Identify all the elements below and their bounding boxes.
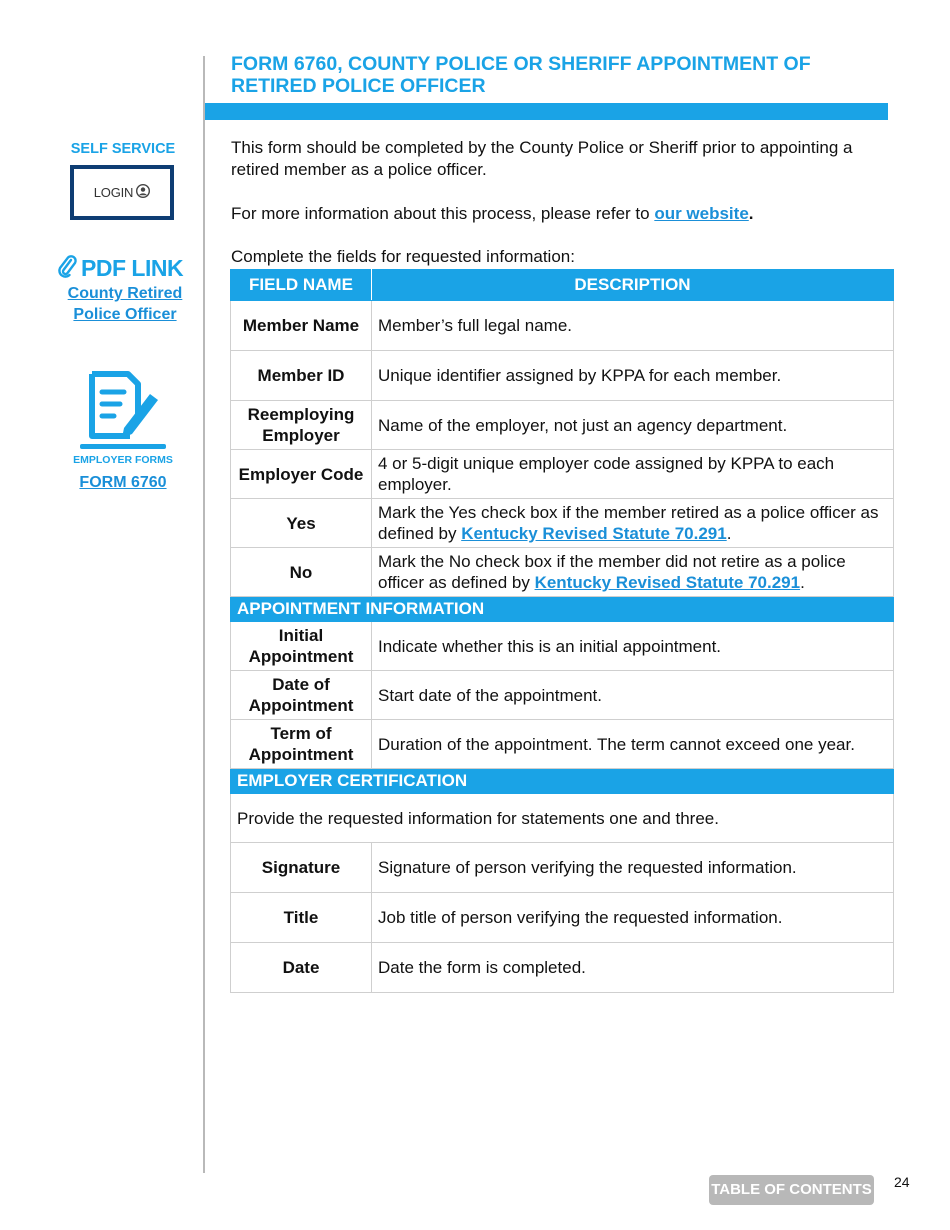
section-title: EMPLOYER CERTIFICATION [231, 769, 894, 794]
field-name: Date [231, 943, 372, 993]
table-row [231, 720, 894, 769]
pdf-link-heading [56, 253, 190, 284]
employer-forms-label: EMPLOYER FORMS [73, 454, 173, 466]
description-text: Mark the Yes check box if the member retired as a police officer as defined by [378, 503, 879, 543]
section-row-certification [231, 769, 894, 794]
field-name: Yes [231, 499, 372, 548]
self-service-label: SELF SERVICE [70, 141, 176, 157]
form-6760-link[interactable]: FORM 6760 [79, 474, 167, 491]
table-row [231, 893, 894, 943]
description-header: DESCRIPTION [372, 270, 894, 301]
field-description [372, 499, 894, 548]
table-row [231, 943, 894, 993]
field-description: Indicate whether this is an initial appointment. [372, 622, 894, 671]
table-row [231, 351, 894, 401]
section-title: APPOINTMENT INFORMATION [231, 597, 894, 622]
field-description: Name of the employer, not just an agency department. [372, 401, 894, 450]
table-row [231, 499, 894, 548]
field-name [231, 622, 372, 671]
more-info-period: . [748, 204, 754, 223]
field-name: Signature [231, 843, 372, 893]
field-name [231, 720, 372, 769]
table-row [231, 622, 894, 671]
table-of-contents-button[interactable]: TABLE OF CONTENTS [709, 1175, 874, 1205]
field-name-line-2: Appointment [248, 745, 354, 764]
description-period: . [726, 524, 732, 543]
table-row [231, 794, 894, 843]
section-row-appointment [231, 597, 894, 622]
vertical-divider [203, 56, 205, 1173]
field-description: Job title of person verifying the requested information. [372, 893, 894, 943]
table-row [231, 301, 894, 351]
table-row [231, 548, 894, 597]
field-name [231, 401, 372, 450]
field-description: Signature of person verifying the requested information. [372, 843, 894, 893]
field-description: Start date of the appointment. [372, 671, 894, 720]
title-line-1: FORM 6760, COUNTY POLICE OR SHERIFF APPOINTMENT OF [231, 53, 811, 75]
field-name-line-2: Appointment [248, 696, 354, 715]
field-name-line-2: Employer [262, 426, 340, 445]
field-description: Member’s full legal name. [372, 301, 894, 351]
instructions-paragraph: Complete the fields for requested information: [231, 247, 575, 266]
pdf-link-line-1: County Retired [67, 285, 183, 302]
title-line-2: RETIRED POLICE OFFICER [231, 75, 486, 97]
field-description [372, 548, 894, 597]
certification-note: Provide the requested information for statements one and three. [231, 794, 894, 843]
title-accent-bar [205, 103, 888, 120]
field-description: Unique identifier assigned by KPPA for each member. [372, 351, 894, 401]
field-name [231, 671, 372, 720]
login-button[interactable] [70, 165, 174, 220]
field-name-line-1: Reemploying [247, 405, 355, 424]
field-description-table [230, 269, 894, 993]
field-description: Duration of the appointment. The term cannot exceed one year. [372, 720, 894, 769]
paperclip-icon [56, 253, 78, 284]
field-name: Employer Code [231, 450, 372, 499]
intro-paragraph: This form should be completed by the County Police or Sheriff prior to appointing a retired member as a police officer. [231, 138, 853, 179]
user-icon [136, 184, 150, 201]
statute-link[interactable]: Kentucky Revised Statute 70.291 [534, 573, 801, 592]
field-description: Date the form is completed. [372, 943, 894, 993]
statute-link[interactable]: Kentucky Revised Statute 70.291 [461, 524, 727, 543]
field-name: Member ID [231, 351, 372, 401]
table-row [231, 401, 894, 450]
field-name: Title [231, 893, 372, 943]
more-info-text: For more information about this process, please refer to [231, 204, 655, 223]
pdf-link-line-2: Police Officer [73, 306, 177, 323]
table-header-row [231, 270, 894, 301]
table-row [231, 450, 894, 499]
field-name: Member Name [231, 301, 372, 351]
field-description: 4 or 5-digit unique employer code assigned by KPPA to each employer. [372, 450, 894, 499]
field-name-line-1: Term of [270, 724, 332, 743]
table-row [231, 671, 894, 720]
employer-form-icon [78, 370, 170, 457]
county-retired-police-officer-link[interactable] [55, 283, 195, 325]
description-period: . [800, 573, 805, 592]
field-name: No [231, 548, 372, 597]
our-website-link[interactable]: our website [654, 204, 749, 223]
page-title [231, 53, 871, 97]
table-row [231, 843, 894, 893]
field-name-line-1: Date of [272, 675, 330, 694]
field-name-line-1: Initial [278, 626, 324, 645]
field-name-line-2: Appointment [248, 647, 354, 666]
login-label: LOGIN [93, 185, 134, 200]
field-name-header: FIELD NAME [231, 270, 372, 301]
more-info-paragraph [231, 203, 891, 225]
page-number: 24 [894, 1174, 910, 1190]
description-text: Mark the No check box if the member did not retire as a police officer as defined by [378, 552, 846, 592]
pdf-link-label: PDF LINK [81, 255, 184, 281]
